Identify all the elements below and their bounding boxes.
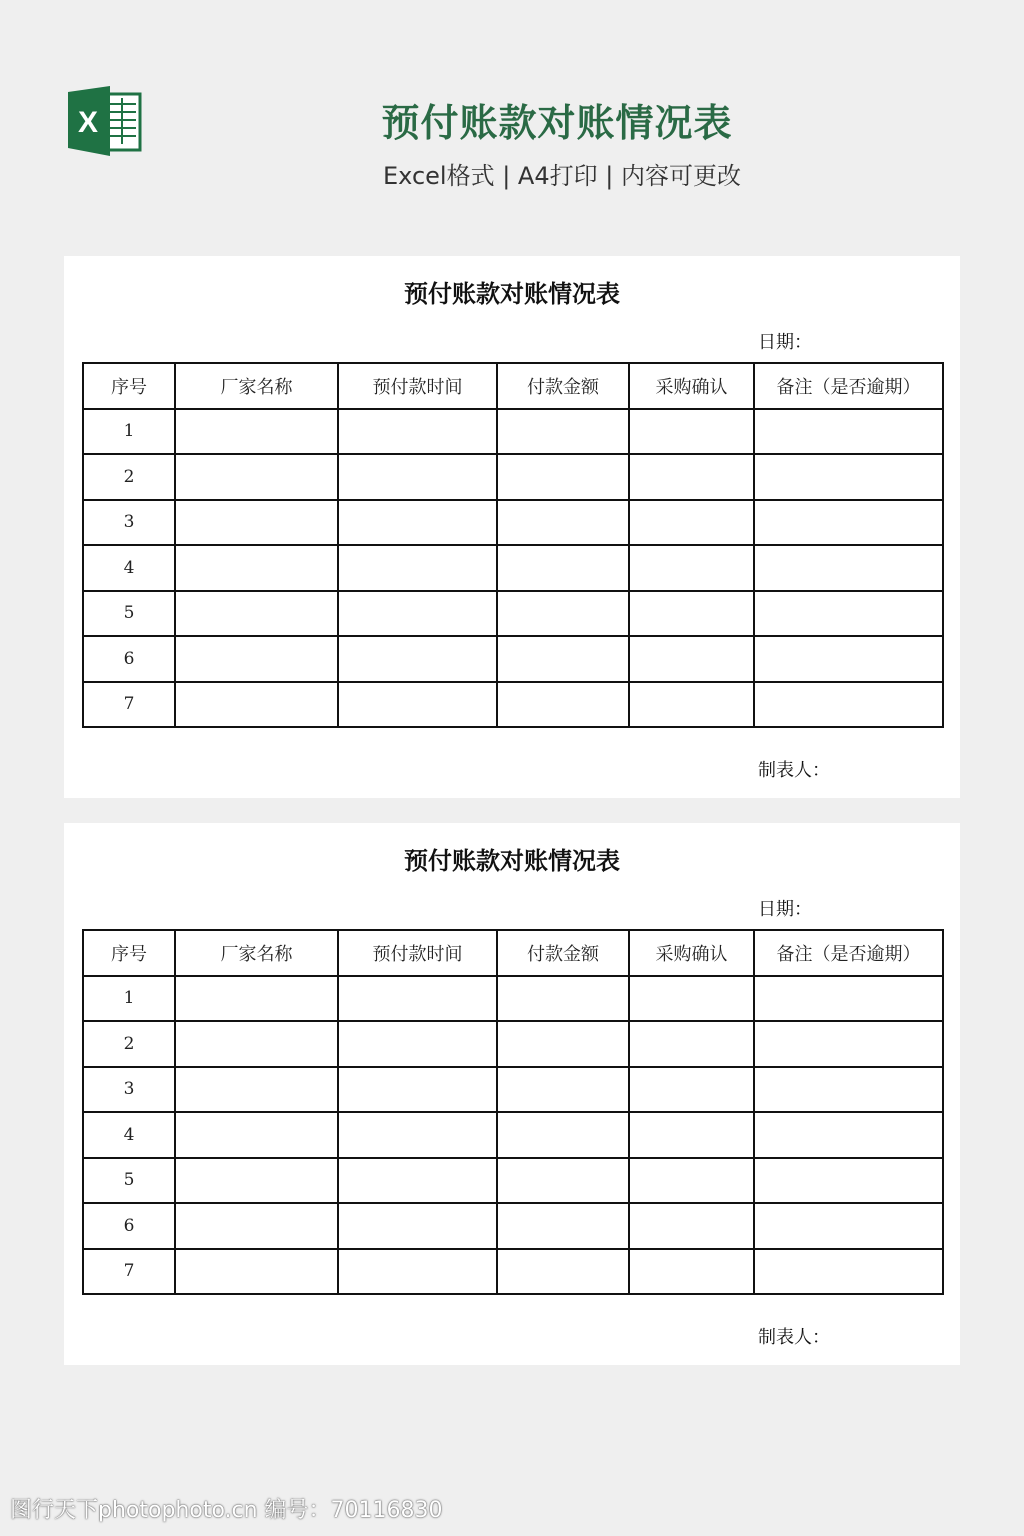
date-label: 日期：	[758, 332, 812, 353]
column-header: 厂家名称	[175, 363, 338, 409]
sheet-title: 预付账款对账情况表	[404, 846, 620, 875]
table-cell	[497, 591, 629, 637]
table-row	[83, 454, 943, 500]
row-number: 6	[83, 1203, 175, 1249]
table-cell	[338, 1112, 497, 1158]
table-cell	[338, 682, 497, 728]
table-cell	[175, 1158, 338, 1204]
row-number: 7	[83, 682, 175, 728]
column-header: 序号	[83, 363, 175, 409]
sheet-preview-1	[64, 256, 960, 798]
date-label: 日期：	[758, 899, 812, 920]
table-cell	[175, 1021, 338, 1067]
table-cell	[629, 591, 754, 637]
table-row	[83, 636, 943, 682]
table-cell	[629, 1249, 754, 1295]
table-cell	[497, 409, 629, 455]
column-header: 序号	[83, 930, 175, 976]
table-cell	[175, 591, 338, 637]
table-cell	[629, 682, 754, 728]
row-number: 3	[83, 1067, 175, 1113]
table-cell	[754, 1067, 943, 1113]
table-cell	[754, 545, 943, 591]
page-title: 预付账款对账情况表	[381, 101, 733, 145]
table-cell	[629, 1203, 754, 1249]
table-cell	[175, 1112, 338, 1158]
svg-text:X: X	[77, 106, 99, 139]
table-row	[83, 1112, 943, 1158]
row-number: 7	[83, 1249, 175, 1295]
table-cell	[497, 454, 629, 500]
column-header: 采购确认	[629, 930, 754, 976]
table-cell	[497, 976, 629, 1022]
table-cell	[754, 1203, 943, 1249]
page-subtitle: Excel格式 | A4打印 | 内容可更改	[383, 162, 741, 190]
reconciliation-table	[82, 929, 944, 1295]
table-cell	[497, 1203, 629, 1249]
row-number: 1	[83, 409, 175, 455]
table-cell	[175, 682, 338, 728]
table-cell	[754, 1112, 943, 1158]
column-header: 厂家名称	[175, 930, 338, 976]
table-cell	[754, 976, 943, 1022]
table-cell	[338, 636, 497, 682]
table-cell	[754, 636, 943, 682]
column-header: 付款金额	[497, 363, 629, 409]
table-cell	[754, 1249, 943, 1295]
maker-label: 制表人：	[758, 1327, 830, 1348]
table-cell	[175, 409, 338, 455]
table-cell	[754, 1021, 943, 1067]
table-cell	[338, 1249, 497, 1295]
table-row	[83, 1021, 943, 1067]
table-cell	[175, 500, 338, 546]
table-cell	[497, 500, 629, 546]
table-cell	[338, 1067, 497, 1113]
column-header: 备注（是否逾期）	[754, 363, 943, 409]
row-number: 1	[83, 976, 175, 1022]
table-cell	[497, 1249, 629, 1295]
table-cell	[629, 976, 754, 1022]
table-cell	[629, 409, 754, 455]
table-cell	[629, 636, 754, 682]
table-row	[83, 545, 943, 591]
table-cell	[629, 1021, 754, 1067]
table-cell	[497, 1021, 629, 1067]
table-cell	[497, 1067, 629, 1113]
table-cell	[338, 500, 497, 546]
table-row	[83, 976, 943, 1022]
table-cell	[497, 1158, 629, 1204]
table-row	[83, 591, 943, 637]
table-cell	[175, 976, 338, 1022]
row-number: 5	[83, 591, 175, 637]
table-cell	[497, 1112, 629, 1158]
reconciliation-table	[82, 362, 944, 728]
maker-label: 制表人：	[758, 760, 830, 781]
row-number: 4	[83, 545, 175, 591]
table-cell	[497, 682, 629, 728]
table-cell	[338, 1203, 497, 1249]
column-header: 预付款时间	[338, 363, 497, 409]
table-cell	[175, 454, 338, 500]
table-row	[83, 1249, 943, 1295]
table-cell	[338, 454, 497, 500]
table-cell	[754, 409, 943, 455]
row-number: 4	[83, 1112, 175, 1158]
table-cell	[754, 591, 943, 637]
row-number: 2	[83, 454, 175, 500]
table-row	[83, 409, 943, 455]
table-cell	[497, 636, 629, 682]
table-cell	[754, 500, 943, 546]
row-number: 6	[83, 636, 175, 682]
table-cell	[175, 1249, 338, 1295]
table-row	[83, 682, 943, 728]
table-row	[83, 1067, 943, 1113]
column-header: 预付款时间	[338, 930, 497, 976]
table-cell	[175, 545, 338, 591]
table-cell	[338, 1158, 497, 1204]
table-row	[83, 500, 943, 546]
table-cell	[338, 409, 497, 455]
column-header: 付款金额	[497, 930, 629, 976]
table-cell	[338, 1021, 497, 1067]
table-cell	[338, 591, 497, 637]
table-row	[83, 1158, 943, 1204]
table-header-row	[83, 930, 943, 976]
table-row	[83, 1203, 943, 1249]
table-cell	[338, 545, 497, 591]
table-cell	[754, 1158, 943, 1204]
table-cell	[754, 454, 943, 500]
table-cell	[497, 545, 629, 591]
table-cell	[629, 1112, 754, 1158]
table-cell	[629, 1158, 754, 1204]
row-number: 3	[83, 500, 175, 546]
table-cell	[175, 636, 338, 682]
table-cell	[629, 500, 754, 546]
column-header: 采购确认	[629, 363, 754, 409]
table-cell	[754, 682, 943, 728]
watermark: 图行天下photophoto.cn 编号：70116830	[10, 1498, 443, 1523]
table-cell	[175, 1203, 338, 1249]
table-header-row	[83, 363, 943, 409]
table-cell	[175, 1067, 338, 1113]
sheet-title: 预付账款对账情况表	[404, 279, 620, 308]
table-cell	[629, 545, 754, 591]
sheet-preview-2	[64, 823, 960, 1365]
table-cell	[629, 454, 754, 500]
row-number: 2	[83, 1021, 175, 1067]
column-header: 备注（是否逾期）	[754, 930, 943, 976]
table-cell	[629, 1067, 754, 1113]
table-cell	[338, 976, 497, 1022]
row-number: 5	[83, 1158, 175, 1204]
